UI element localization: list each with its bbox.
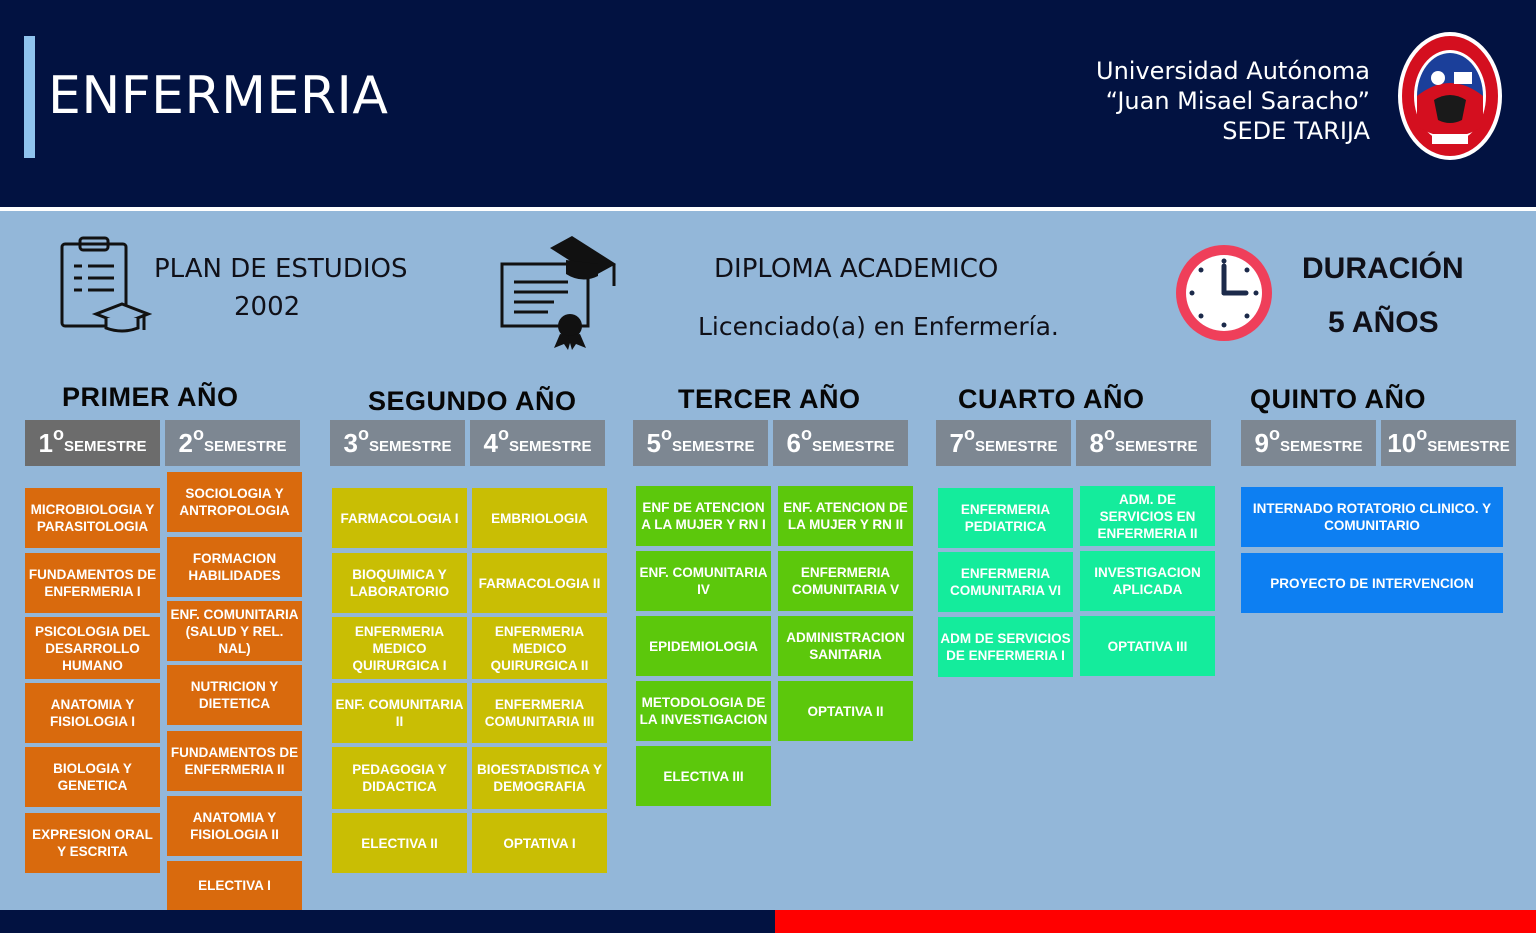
title-accent-bar xyxy=(24,36,35,158)
course-box: ENF. ATENCION DE LA MUJER Y RN II xyxy=(778,486,913,546)
semester-label: SEMESTRE xyxy=(508,437,592,455)
course-box: ENF. COMUNITARIA IV xyxy=(636,551,771,611)
semester-degree: o xyxy=(800,423,812,444)
semester-number: 7 xyxy=(949,427,964,458)
course-box: ADMINISTRACION SANITARIA xyxy=(778,616,913,676)
course-box: BIOQUIMICA Y LABORATORIO xyxy=(332,553,467,613)
course-box: ENFERMERIA PEDIATRICA xyxy=(938,488,1073,548)
course-box: SOCIOLOGIA Y ANTROPOLOGIA xyxy=(167,472,302,532)
semester-label: SEMESTRE xyxy=(1114,437,1198,455)
course-box-wide: INTERNADO ROTATORIO CLINICO. Y COMUNITARIO xyxy=(1241,487,1503,547)
course-box: EMBRIOLOGIA xyxy=(472,488,607,548)
semester-label: SEMESTRE xyxy=(1427,437,1510,455)
university-seal-icon xyxy=(1396,30,1504,162)
course-box: FORMACION HABILIDADES xyxy=(167,537,302,597)
course-box: ENFERMERIA MEDICO QUIRURGICA II xyxy=(472,617,607,679)
semester-degree: o xyxy=(660,423,672,444)
semester-header-10 xyxy=(1381,420,1516,466)
diploma-certificate-icon xyxy=(498,234,622,350)
university-line-3: SEDE TARIJA xyxy=(1222,117,1370,145)
course-box: ELECTIVA II xyxy=(332,813,467,873)
semester-degree: o xyxy=(497,423,509,444)
header-divider xyxy=(0,207,1536,211)
year-title-2: SEGUNDO AÑO xyxy=(368,386,577,416)
semester-label: SEMESTRE xyxy=(63,437,147,455)
semester-header-3 xyxy=(330,420,465,466)
course-box: ENFERMERIA COMUNITARIA VI xyxy=(938,552,1073,612)
semester-header-2 xyxy=(165,420,300,466)
course-box: ENF. COMUNITARIA II xyxy=(332,683,467,743)
semester-degree: o xyxy=(1268,423,1280,444)
course-box: BIOESTADISTICA Y DEMOGRAFIA xyxy=(472,747,607,809)
semester-header-6 xyxy=(773,420,908,466)
semester-number: 4 xyxy=(483,427,498,458)
course-box: ANATOMIA Y FISIOLOGIA I xyxy=(25,683,160,743)
course-box: FUNDAMENTOS DE ENFERMERIA I xyxy=(25,553,160,613)
university-name xyxy=(1096,56,1370,146)
semester-header-7 xyxy=(936,420,1071,466)
year-title-5: QUINTO AÑO xyxy=(1250,384,1427,414)
semester-header-5 xyxy=(633,420,768,466)
course-box: ANATOMIA Y FISIOLOGIA II xyxy=(167,796,302,856)
course-box: NUTRICION Y DIETETICA xyxy=(167,665,302,725)
course-box: PSICOLOGIA DEL DESARROLLO HUMANO xyxy=(25,617,160,679)
clipboard-graduation-cap-icon xyxy=(56,234,152,338)
course-box: PEDAGOGIA Y DIDACTICA xyxy=(332,747,467,809)
footer-stripe-blue xyxy=(0,910,775,933)
semester-header-4 xyxy=(470,420,605,466)
course-box: ADM. DE SERVICIOS EN ENFERMERIA II xyxy=(1080,486,1215,546)
course-box: FUNDAMENTOS DE ENFERMERIA II xyxy=(167,731,302,791)
semester-degree: o xyxy=(1416,423,1428,444)
semester-number: 1 xyxy=(38,427,53,458)
course-box: ENFERMERIA MEDICO QUIRURGICA I xyxy=(332,617,467,679)
semester-number: 6 xyxy=(786,427,801,458)
course-box: METODOLOGIA DE LA INVESTIGACION xyxy=(636,681,771,741)
semester-number: 8 xyxy=(1089,427,1104,458)
semester-degree: o xyxy=(963,423,975,444)
year-title-3: TERCER AÑO xyxy=(678,384,861,414)
semester-number: 5 xyxy=(646,427,661,458)
semester-degree: o xyxy=(1103,423,1115,444)
diploma-value: Licenciado(a) en Enfermería. xyxy=(698,312,1059,341)
semester-label: SEMESTRE xyxy=(811,437,895,455)
course-box: OPTATIVA I xyxy=(472,813,607,873)
semester-number: 2 xyxy=(178,427,193,458)
semester-number: 10 xyxy=(1387,427,1417,458)
semester-label: SEMESTRE xyxy=(671,437,755,455)
course-box: EXPRESION ORAL Y ESCRITA xyxy=(25,813,160,873)
course-box: FARMACOLOGIA I xyxy=(332,488,467,548)
plan-year: 2002 xyxy=(234,292,301,322)
course-box: OPTATIVA II xyxy=(778,681,913,741)
footer-stripe-red xyxy=(775,910,1536,933)
course-box: FARMACOLOGIA II xyxy=(472,553,607,613)
course-box: ENF. COMUNITARIA (SALUD Y REL. NAL) xyxy=(167,601,302,661)
semester-degree: o xyxy=(52,423,64,444)
semester-header-9 xyxy=(1241,420,1376,466)
course-box: ELECTIVA I xyxy=(167,861,302,910)
course-box: INVESTIGACION APLICADA xyxy=(1080,551,1215,611)
year-title-1: PRIMER AÑO xyxy=(62,382,239,412)
duration-label: DURACIÓN xyxy=(1302,252,1464,285)
course-box: ADM DE SERVICIOS DE ENFERMERIA I xyxy=(938,617,1073,677)
course-box-wide: PROYECTO DE INTERVENCION xyxy=(1241,553,1503,613)
university-line-2: “Juan Misael Saracho” xyxy=(1105,87,1370,115)
semester-header-8 xyxy=(1076,420,1211,466)
semester-degree: o xyxy=(192,423,204,444)
semester-label: SEMESTRE xyxy=(203,437,287,455)
year-title-4: CUARTO AÑO xyxy=(958,384,1145,414)
semester-degree: o xyxy=(357,423,369,444)
course-box: MICROBIOLOGIA Y PARASITOLOGIA xyxy=(25,488,160,548)
plan-label: PLAN DE ESTUDIOS xyxy=(154,254,408,284)
semester-header-1 xyxy=(25,420,160,466)
course-box: EPIDEMIOLOGIA xyxy=(636,616,771,676)
header-banner xyxy=(0,0,1536,207)
course-box: OPTATIVA III xyxy=(1080,616,1215,676)
course-box: ENF DE ATENCION A LA MUJER Y RN I xyxy=(636,486,771,546)
university-line-1: Universidad Autónoma xyxy=(1096,57,1370,85)
course-box: BIOLOGIA Y GENETICA xyxy=(25,747,160,807)
duration-value: 5 AÑOS xyxy=(1328,306,1439,339)
semester-label: SEMESTRE xyxy=(368,437,452,455)
course-box: ENFERMERIA COMUNITARIA III xyxy=(472,683,607,743)
diploma-label: DIPLOMA ACADEMICO xyxy=(714,254,999,284)
course-box: ENFERMERIA COMUNITARIA V xyxy=(778,551,913,611)
semester-number: 3 xyxy=(343,427,358,458)
page-title: ENFERMERIA xyxy=(48,66,389,126)
semester-label: SEMESTRE xyxy=(1279,437,1363,455)
course-box: ELECTIVA III xyxy=(636,746,771,806)
semester-label: SEMESTRE xyxy=(974,437,1058,455)
semester-number: 9 xyxy=(1254,427,1269,458)
clock-icon xyxy=(1174,244,1274,342)
